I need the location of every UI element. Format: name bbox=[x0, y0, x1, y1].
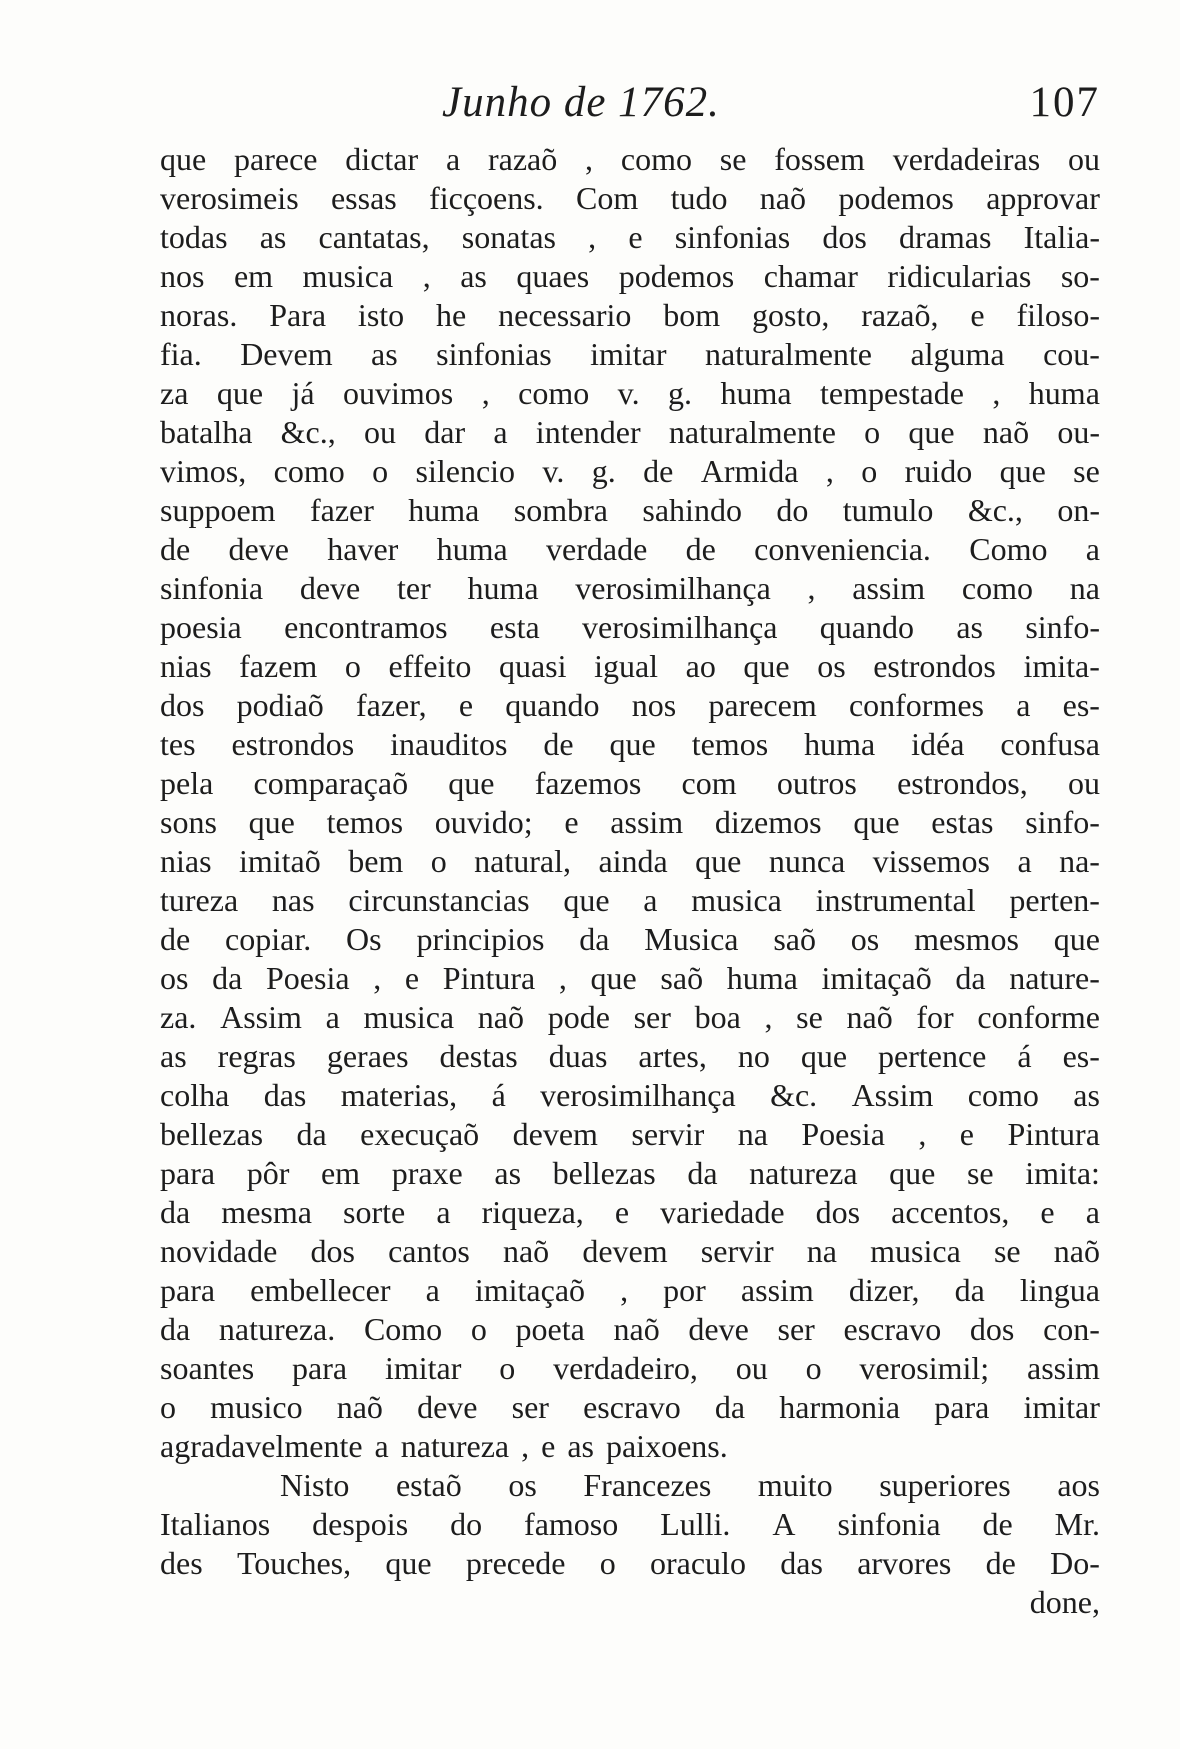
text-line: colha das materias, á verosimilhança &c. Assim como as bbox=[160, 1077, 1100, 1113]
text-line: za que já ouvimos , como v. g. huma tempestade , huma bbox=[160, 375, 1100, 411]
running-head: Junho de 1762. bbox=[442, 79, 720, 126]
text-line: de copiar. Os principios da Musica saõ os mesmos que bbox=[160, 921, 1100, 957]
text-line: de deve haver huma verdade de conveniencia. Como a bbox=[160, 531, 1100, 567]
text-line: noras. Para isto he necessario bom gosto, razaõ, e filoso- bbox=[160, 297, 1100, 333]
text-line: nias imitaõ bem o natural, ainda que nunca vissemos a na- bbox=[160, 843, 1100, 879]
text-line: para pôr em praxe as bellezas da natureza que se imita: bbox=[160, 1155, 1100, 1191]
text-line: o musico naõ deve ser escravo da harmonia para imitar bbox=[160, 1389, 1100, 1425]
text-line: Italianos despois do famoso Lulli. A sinfonia de Mr. bbox=[160, 1506, 1100, 1542]
body-text bbox=[160, 140, 1100, 1622]
text-line: tes estrondos inauditos de que temos huma idéa confusa bbox=[160, 726, 1100, 762]
text-line: fia. Devem as sinfonias imitar naturalmente alguma cou- bbox=[160, 336, 1100, 372]
page-number: 107 bbox=[1029, 79, 1100, 126]
text-line: vimos, como o silencio v. g. de Armida , o ruido que se bbox=[160, 453, 1100, 489]
text-line: nias fazem o effeito quasi igual ao que os estrondos imita- bbox=[160, 648, 1100, 684]
text-line: Nisto estaõ os Francezes muito superiores aos bbox=[280, 1467, 1100, 1503]
text-line: agradavelmente a natureza , e as paixoens. bbox=[160, 1428, 728, 1464]
text-line: poesia encontramos esta verosimilhança quando as sinfo- bbox=[160, 609, 1100, 645]
text-line: soantes para imitar o verdadeiro, ou o verosimil; assim bbox=[160, 1350, 1100, 1386]
text-line: todas as cantatas, sonatas , e sinfonias dos dramas Italia- bbox=[160, 219, 1100, 255]
text-line: batalha &c., ou dar a intender naturalmente o que naõ ou- bbox=[160, 414, 1100, 450]
text-line: verosimeis essas ficçoens. Com tudo naõ podemos approvar bbox=[160, 180, 1100, 216]
text-line: os da Poesia , e Pintura , que saõ huma imitaçaõ da nature- bbox=[160, 960, 1100, 996]
text-line: bellezas da execuçaõ devem servir na Poesia , e Pintura bbox=[160, 1116, 1100, 1152]
text-line: pela comparaçaõ que fazemos com outros estrondos, ou bbox=[160, 765, 1100, 801]
text-line: da natureza. Como o poeta naõ deve ser escravo dos con- bbox=[160, 1311, 1100, 1347]
text-line: sinfonia deve ter huma verosimilhança , assim como na bbox=[160, 570, 1100, 606]
text-line: des Touches, que precede o oraculo das arvores de Do- bbox=[160, 1545, 1100, 1581]
text-line: tureza nas circunstancias que a musica instrumental perten- bbox=[160, 882, 1100, 918]
text-line: que parece dictar a razaõ , como se fossem verdadeiras ou bbox=[160, 141, 1100, 177]
text-line: as regras geraes destas duas artes, no que pertence á es- bbox=[160, 1038, 1100, 1074]
text-line: para embellecer a imitaçaõ , por assim dizer, da lingua bbox=[160, 1272, 1100, 1308]
text-line: sons que temos ouvido; e assim dizemos que estas sinfo- bbox=[160, 804, 1100, 840]
text-line: da mesma sorte a riqueza, e variedade dos accentos, e a bbox=[160, 1194, 1100, 1230]
text-line: done , bbox=[1029, 1584, 1100, 1620]
text-line: dos podiaõ fazer, e quando nos parecem conformes a es- bbox=[160, 687, 1100, 723]
text-line: nos em musica , as quaes podemos chamar ridicularias so- bbox=[160, 258, 1100, 294]
text-line: novidade dos cantos naõ devem servir na musica se naõ bbox=[160, 1233, 1100, 1269]
text-line: suppoem fazer huma sombra sahindo do tumulo &c., on- bbox=[160, 492, 1100, 528]
text-line: za. Assim a musica naõ pode ser boa , se naõ for conforme bbox=[160, 999, 1100, 1035]
page-header bbox=[160, 78, 1100, 138]
